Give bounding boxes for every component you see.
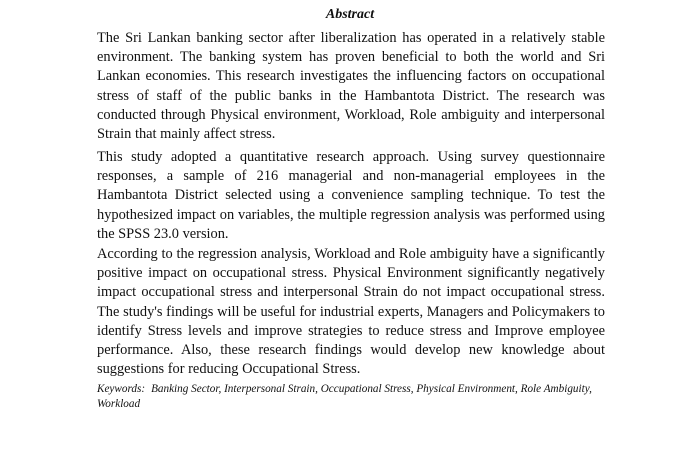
- keywords-label: Keywords:: [97, 383, 146, 395]
- abstract-paragraph-background: The Sri Lankan banking sector after liberalization has operated in a relatively stable environment. The banking system has proven beneficial to both the world and Sri Lankan economies. This research investigates the influencing factors on occupational stress of staff of the public banks in the Hambantota District. The research was conducted through Physical environment, Workload, Role ambiguity and interpersonal Strain that mainly affect stress.: [97, 30, 605, 143]
- abstract-heading: Abstract: [325, 7, 375, 22]
- abstract-paragraph-method: This study adopted a quantitative research approach. Using survey questionnaire responses, a sample of 216 managerial and non-managerial employees in the Hambantota District selected using a convenience sampling technique. To test the hypothesized impact on variables, the multiple regression analysis was performed using the SPSS 23.0 version.: [97, 149, 605, 242]
- abstract-paragraph-findings: According to the regression analysis, Workload and Role ambiguity have a significantly positive impact on occupational stress. Physical Environment significantly negatively impact occupational stress and interpersonal Strain do not impact occupational stress. The study's findings will be useful for industrial experts, Managers and Policymakers to identify Stress levels and improve strategies to reduce stress and Improve employee performance. Also, these research findings would develop new knowledge about suggestions for reducing Occupational Stress.: [97, 246, 605, 378]
- keywords-list: Banking Sector, Interpersonal Strain, Occupational Stress, Physical Environment, Role Ambiguity, Workload: [97, 383, 592, 410]
- keywords-line: [97, 382, 605, 412]
